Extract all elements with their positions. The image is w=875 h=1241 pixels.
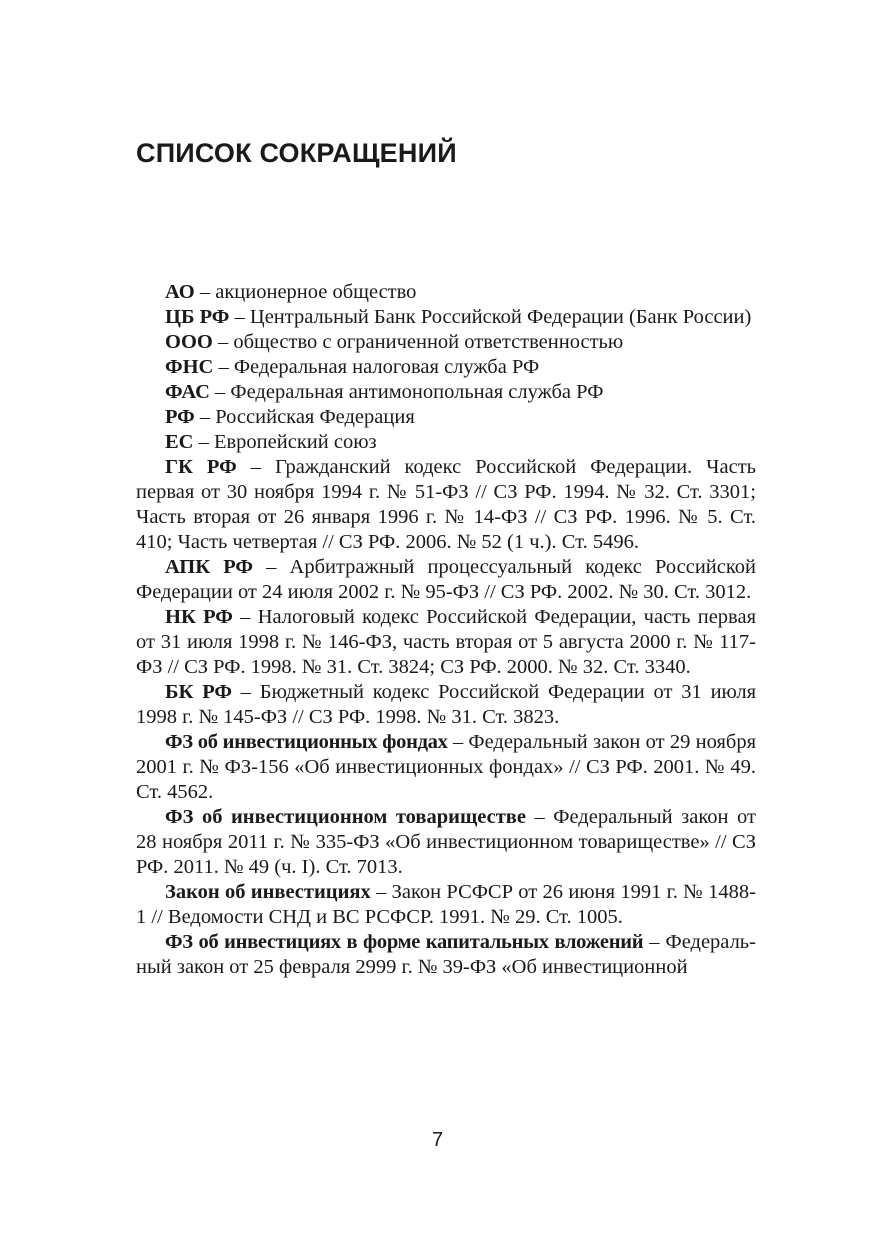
abbreviation-definition: – Центральный Банк Российской Федерации (Банк России) — [229, 306, 752, 328]
abbreviation-definition: – общество с ограниченной ответственностью — [212, 331, 624, 353]
list-item — [136, 330, 756, 355]
abbreviation-term: ЕС — [165, 431, 194, 453]
abbreviation-term: БК РФ — [165, 681, 232, 703]
list-item — [136, 355, 756, 380]
abbreviation-list — [136, 280, 756, 980]
list-item — [136, 805, 756, 880]
abbreviation-term: ФАС — [165, 381, 210, 403]
list-item — [136, 405, 756, 430]
abbreviation-definition: – Гражданский кодекс Российской Федерации. Часть первая от 30 ноября 1994 г. № 51-ФЗ // СЗ РФ. 1994. № 32. Ст. 3301; Часть вторая от 26 января 1996 г. № 14-ФЗ // СЗ РФ. 1996. № 5. Ст. 410; Часть четвертая // СЗ РФ. 2006. № 52 (1 ч.). Ст. 5496. — [136, 456, 757, 553]
list-item — [136, 880, 756, 930]
list-item — [136, 730, 756, 805]
abbreviation-term: НК РФ — [165, 606, 233, 628]
abbreviation-definition: – Европейский союз — [193, 431, 377, 453]
abbreviation-term: ФНС — [165, 356, 214, 378]
list-item — [136, 930, 756, 980]
abbreviation-term: ФЗ об инвестиционном товариществе — [165, 806, 526, 828]
list-item — [136, 680, 756, 730]
list-item — [136, 280, 756, 305]
abbreviation-definition: – Федеральный закон от 25 февраля 2999 г. № 39-ФЗ «Об инвестиционной — [136, 931, 756, 978]
page-number: 7 — [431, 1129, 444, 1151]
list-item — [136, 455, 756, 555]
list-item — [136, 305, 756, 330]
list-item — [136, 605, 756, 680]
abbreviation-term: Закон об инвестициях — [165, 881, 371, 903]
page-title: СПИСОК СОКРАЩЕНИЙ — [136, 138, 457, 168]
abbreviation-term: АО — [165, 281, 195, 303]
abbreviation-definition: – Налоговый кодекс Российской Федерации, часть первая от 31 июля 1998 г. № 146-ФЗ, часть вторая от 5 августа 2000 г. № 117-ФЗ // СЗ РФ. 1998. № 31. Ст. 3824; СЗ РФ. 2000. № 32. Ст. 3340. — [136, 606, 756, 678]
list-item — [136, 555, 756, 605]
abbreviation-term: РФ — [165, 406, 195, 428]
abbreviation-definition: – Российская Федерация — [194, 406, 415, 428]
abbreviation-definition: – Федеральная налоговая служба РФ — [213, 356, 540, 378]
abbreviation-definition: – Федеральный закон от 29 ноября 2001 г. № ФЗ-156 «Об инвестиционных фондах» // СЗ РФ. 2001. № 49. Ст. 4562. — [136, 731, 756, 803]
abbreviation-definition: – Закон РСФСР от 26 июня 1991 г. № 1488-1 // Ведомости СНД и ВС РСФСР. 1991. № 29. Ст. 1005. — [136, 881, 756, 928]
abbreviation-term: АПК РФ — [165, 556, 254, 578]
abbreviation-definition: – Арбитражный процессуальный кодекс Российской Федерации от 24 июля 2002 г. № 95-ФЗ // СЗ РФ. 2002. № 30. Ст. 3012. — [136, 556, 756, 603]
list-item — [136, 380, 756, 405]
abbreviation-term: ЦБ РФ — [165, 306, 230, 328]
abbreviation-definition: – Бюджетный кодекс Российской Федерации от 31 июля 1998 г. № 145-ФЗ // СЗ РФ. 1998. № 31. Ст. 3823. — [136, 681, 756, 728]
abbreviation-term: ФЗ об инвестиционных фондах — [165, 731, 448, 753]
abbreviation-term: ООО — [165, 331, 213, 353]
abbreviation-term: ГК РФ — [165, 456, 237, 478]
abbreviation-definition: – Федеральный закон от 28 ноября 2011 г. № 335-ФЗ «Об инвестиционном товариществе» // СЗ РФ. 2011. № 49 (ч. I). Ст. 7013. — [136, 806, 756, 878]
abbreviation-definition: – акционерное общество — [194, 281, 417, 303]
list-item — [136, 430, 756, 455]
abbreviation-definition: – Федеральная антимонопольная служба РФ — [209, 381, 604, 403]
abbreviation-term: ФЗ об инвестициях в форме капитальных вложений — [165, 931, 644, 953]
